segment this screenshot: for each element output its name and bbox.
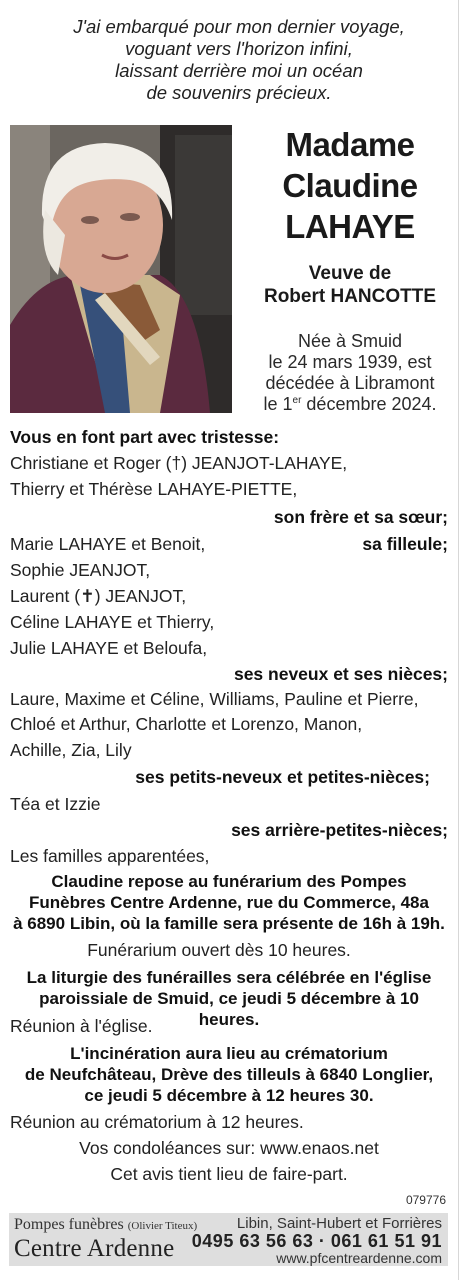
family-line: Sophie JEANJOT,: [10, 560, 151, 580]
deceased-name: [250, 124, 450, 247]
info-line: ce jeudi 5 décembre à 12 heures 30.: [84, 1086, 374, 1105]
funerarium-hours: Funérarium ouvert dès 10 heures.: [87, 940, 351, 960]
funerarium-info: [12, 871, 446, 934]
family-line: Julie LAHAYE et Beloufa,: [10, 638, 208, 658]
born-place: Née à Smuid: [297, 331, 403, 351]
deceased-first-name: Claudine: [282, 167, 418, 204]
family-line: Les familles apparentées,: [10, 846, 210, 866]
deceased-title: Madame: [285, 126, 415, 163]
poem-line: de souvenirs précieux.: [146, 82, 332, 103]
poem-line: voguant vers l'horizon infini,: [125, 38, 353, 59]
widow-spouse: Robert HANCOTTE: [263, 286, 437, 307]
funeral-home-phones: 0495 63 56 63 · 061 61 51 91: [191, 1231, 442, 1251]
funeral-home-label: Pompes funèbres (Olivier Titeux): [14, 1216, 198, 1233]
funeral-home-locations: Libin, Saint-Hubert et Forrières: [236, 1215, 442, 1232]
church-meeting: Réunion à l'église.: [10, 1016, 153, 1036]
born-date: le 24 mars 1939, est: [268, 352, 432, 372]
death-date: le 1er décembre 2024.: [263, 394, 437, 414]
reference-number: 079776: [405, 1193, 446, 1207]
info-line: paroissiale de Smuid, ce jeudi 5 décembre à 10 heures.: [39, 989, 419, 1029]
family-line: Téa et Izzie: [10, 794, 101, 814]
condolences-link[interactable]: Vos condoléances sur: www.enaos.net: [79, 1138, 379, 1158]
family-line: Christiane et Roger (†) JEANJOT-LAHAYE,: [10, 453, 348, 473]
birth-death-info: [250, 331, 450, 415]
family-line: Laurent (✝) JEANJOT,: [10, 586, 187, 606]
family-line: Chloé et Arthur, Charlotte et Lorenzo, Manon,: [10, 714, 363, 734]
widow-line: Veuve de: [308, 263, 392, 284]
poem-line: J'ai embarqué pour mon dernier voyage,: [73, 16, 405, 37]
family-line: Céline LAHAYE et Thierry,: [10, 612, 215, 632]
family-line: Laure, Maxime et Céline, Williams, Pauline et Pierre,: [10, 689, 419, 709]
relation-label: sa filleule;: [362, 534, 448, 554]
family-line: Thierry et Thérèse LAHAYE-PIETTE,: [10, 479, 298, 499]
deceased-last-name: LAHAYE: [285, 208, 415, 245]
info-line: à 6890 Libin, où la famille sera présente de 16h à 19h.: [13, 914, 445, 933]
relation-label: ses arrière-petites-nièces;: [231, 820, 448, 840]
relation-label: son frère et sa sœur;: [273, 507, 448, 527]
info-line: Claudine repose au funérarium des Pompes: [51, 872, 407, 891]
poem: [20, 16, 458, 104]
info-line: L'incinération aura lieu au crématorium: [70, 1044, 388, 1063]
funeral-home-website[interactable]: www.pfcentreardenne.com: [276, 1250, 442, 1266]
relation-label: ses petits-neveux et petites-nièces;: [135, 767, 430, 787]
widow-of: [250, 262, 450, 308]
info-line: Funèbres Centre Ardenne, rue du Commerce, 48a: [29, 893, 429, 912]
funeral-home-banner: [9, 1213, 448, 1266]
death-place: décédée à Libramont: [265, 373, 435, 393]
info-line: de Neufchâteau, Drève des tilleuls à 6840 Longlier,: [24, 1065, 434, 1084]
family-line: Marie LAHAYE et Benoit,: [10, 534, 206, 554]
funeral-home-brand: Centre Ardenne: [14, 1235, 175, 1262]
crematorium-meeting: Réunion au crématorium à 12 heures.: [10, 1112, 304, 1132]
family-line: Achille, Zia, Lily: [10, 740, 132, 760]
portrait-photo: [10, 125, 232, 413]
info-line: La liturgie des funérailles sera célébrée en l'église: [26, 968, 432, 987]
announce-intro: Vous en font part avec tristesse:: [10, 427, 280, 447]
relation-label: ses neveux et ses nièces;: [233, 664, 448, 684]
poem-line: laissant derrière moi un océan: [115, 60, 363, 81]
notice-text: Cet avis tient lieu de faire-part.: [110, 1164, 348, 1184]
cremation-info: [12, 1043, 446, 1106]
